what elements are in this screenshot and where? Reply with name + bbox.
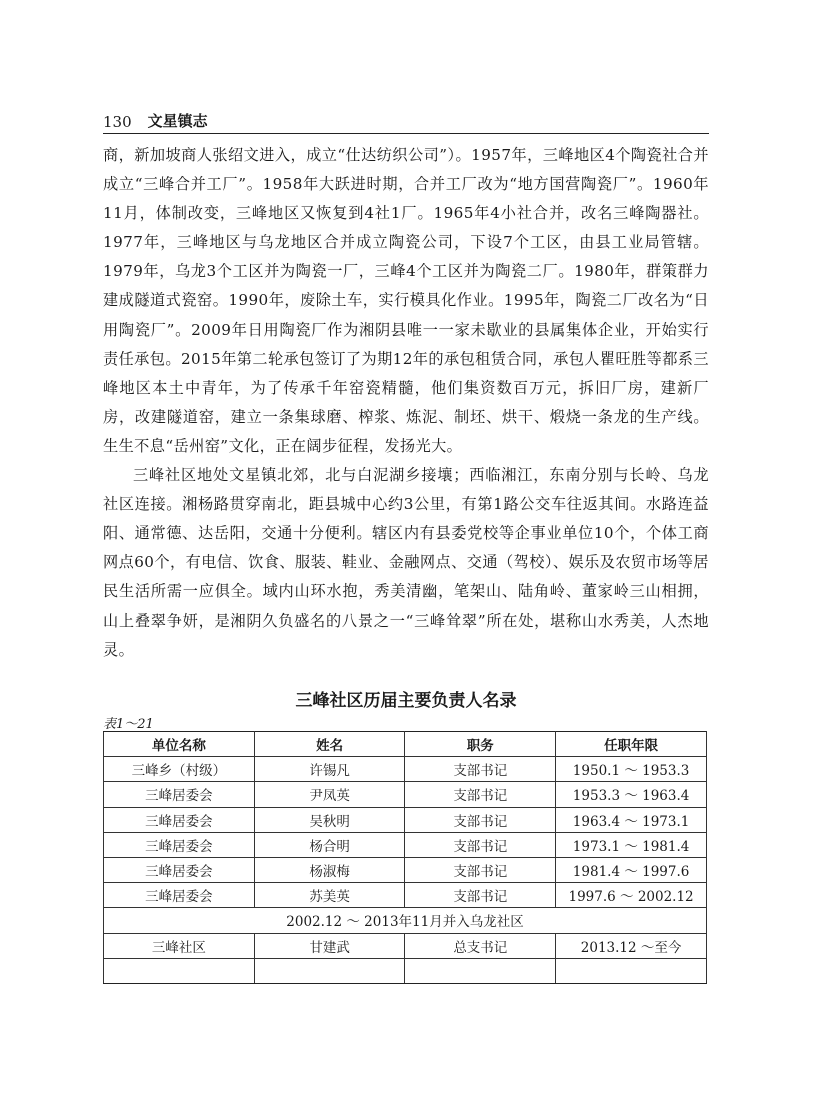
cell-unit: 三峰居委会	[104, 883, 255, 908]
cell-unit: 三峰社区	[104, 933, 255, 958]
cell-unit: 三峰居委会	[104, 807, 255, 832]
running-header	[103, 110, 709, 134]
header-term: 任职年限	[556, 732, 707, 757]
cell-position: 支部书记	[405, 807, 556, 832]
header-position: 职务	[405, 732, 556, 757]
leaders-table	[103, 731, 707, 984]
table-merge-row	[104, 908, 707, 933]
cell-term: 1950.1 ～ 1953.3	[556, 757, 707, 782]
cell-position: 支部书记	[405, 832, 556, 857]
table-row	[104, 782, 707, 807]
cell-term: 1981.4 ～ 1997.6	[556, 857, 707, 882]
table-row	[104, 933, 707, 958]
cell-unit: 三峰居委会	[104, 782, 255, 807]
cell-name: 杨合明	[254, 832, 405, 857]
paragraph-sanfeng-community: 三峰社区地处文星镇北郊，北与白泥湖乡接壤；西临湘江，东南分别与长岭、乌龙社区连接。湘杨路贯穿南北，距县城中心约3公里，有第1路公交车往返其间。水路连益阳、通常德、达岳阳，交通十分便利。辖区内有县委党校等企事业单位10个，个体工商网点60个，有电信、饮食、服装、鞋业、金融网点、交通（驾校）、娱乐及农贸市场等居民生活所需一应俱全。域内山环水抱，秀美清幽，笔架山、陆角岭、董家岭三山相拥，山上叠翠争妍，是湘阴久负盛名的八景之一“三峰耸翠”所在处，堪称山水秀美，人杰地灵。	[103, 466, 709, 659]
cell-name: 尹凤英	[254, 782, 405, 807]
cell-unit: 三峰居委会	[104, 832, 255, 857]
table-row	[104, 757, 707, 782]
book-title: 文星镇志	[147, 112, 208, 130]
cell-name: 甘建武	[254, 933, 405, 958]
table-title: 三峰社区历届主要负责人名录	[295, 691, 517, 711]
table-row	[104, 883, 707, 908]
cell-empty	[104, 958, 255, 983]
cell-name: 苏美英	[254, 883, 405, 908]
cell-name: 杨淑梅	[254, 857, 405, 882]
paragraph-ceramics-history: 商，新加坡商人张绍文进入，成立“仕达纺织公司”）。1957年，三峰地区4个陶瓷社合并成立“三峰合并工厂”。1958年大跃进时期，合并工厂改为“地方国营陶瓷厂”。1960年11月，体制改变，三峰地区又恢复到4社1厂。1965年4小社合并，改名三峰陶器社。1977年，三峰地区与乌龙地区合并成立陶瓷公司，下设7个工区，由县工业局管辖。1979年，乌龙3个工区并为陶瓷一厂，三峰4个工区并为陶瓷二厂。1980年，群策群力建成隧道式瓷窑。1990年，废除土车，实行模具化作业。1995年，陶瓷二厂改名为“日用陶瓷厂”。2009年日用陶瓷厂作为湘阴县唯一一家未歇业的县属集体企业，开始实行责任承包。2015年第二轮承包签订了为期12年的承包租赁合同，承包人瞿旺胜等都系三峰地区本土中青年，为了传承千年窑瓷精髓，他们集资数百万元，拆旧厂房，建新厂房，改建隧道窑，建立一条集球磨、榨浆、炼泥、制坯、烘干、煅烧一条龙的生产线。生生不息“岳州窑”文化，正在阔步征程，发扬光大。	[103, 146, 709, 455]
cell-position: 支部书记	[405, 782, 556, 807]
cell-empty	[254, 958, 405, 983]
cell-position: 支部书记	[405, 883, 556, 908]
table-row	[104, 857, 707, 882]
cell-name: 许锡凡	[254, 757, 405, 782]
header-unit: 单位名称	[104, 732, 255, 757]
cell-empty	[405, 958, 556, 983]
table-row-empty	[104, 958, 707, 983]
table-header-row	[104, 732, 707, 757]
table-row	[104, 832, 707, 857]
cell-name: 吴秋明	[254, 807, 405, 832]
body-text	[103, 141, 709, 665]
cell-position: 支部书记	[405, 857, 556, 882]
page-number: 130	[103, 113, 132, 131]
cell-empty	[556, 958, 707, 983]
cell-term: 1963.4 ～ 1973.1	[556, 807, 707, 832]
cell-term: 2013.12 ～至今	[556, 933, 707, 958]
cell-unit: 三峰乡（村级）	[104, 757, 255, 782]
cell-position: 总支书记	[405, 933, 556, 958]
cell-position: 支部书记	[405, 757, 556, 782]
cell-term: 1997.6 ～ 2002.12	[556, 883, 707, 908]
table-row	[104, 807, 707, 832]
merge-note: 2002.12 ～ 2013年11月并入乌龙社区	[104, 908, 707, 933]
cell-unit: 三峰居委会	[104, 857, 255, 882]
cell-term: 1953.3 ～ 1963.4	[556, 782, 707, 807]
header-name: 姓名	[254, 732, 405, 757]
table-number: 表1～21	[103, 717, 154, 732]
cell-term: 1973.1 ～ 1981.4	[556, 832, 707, 857]
